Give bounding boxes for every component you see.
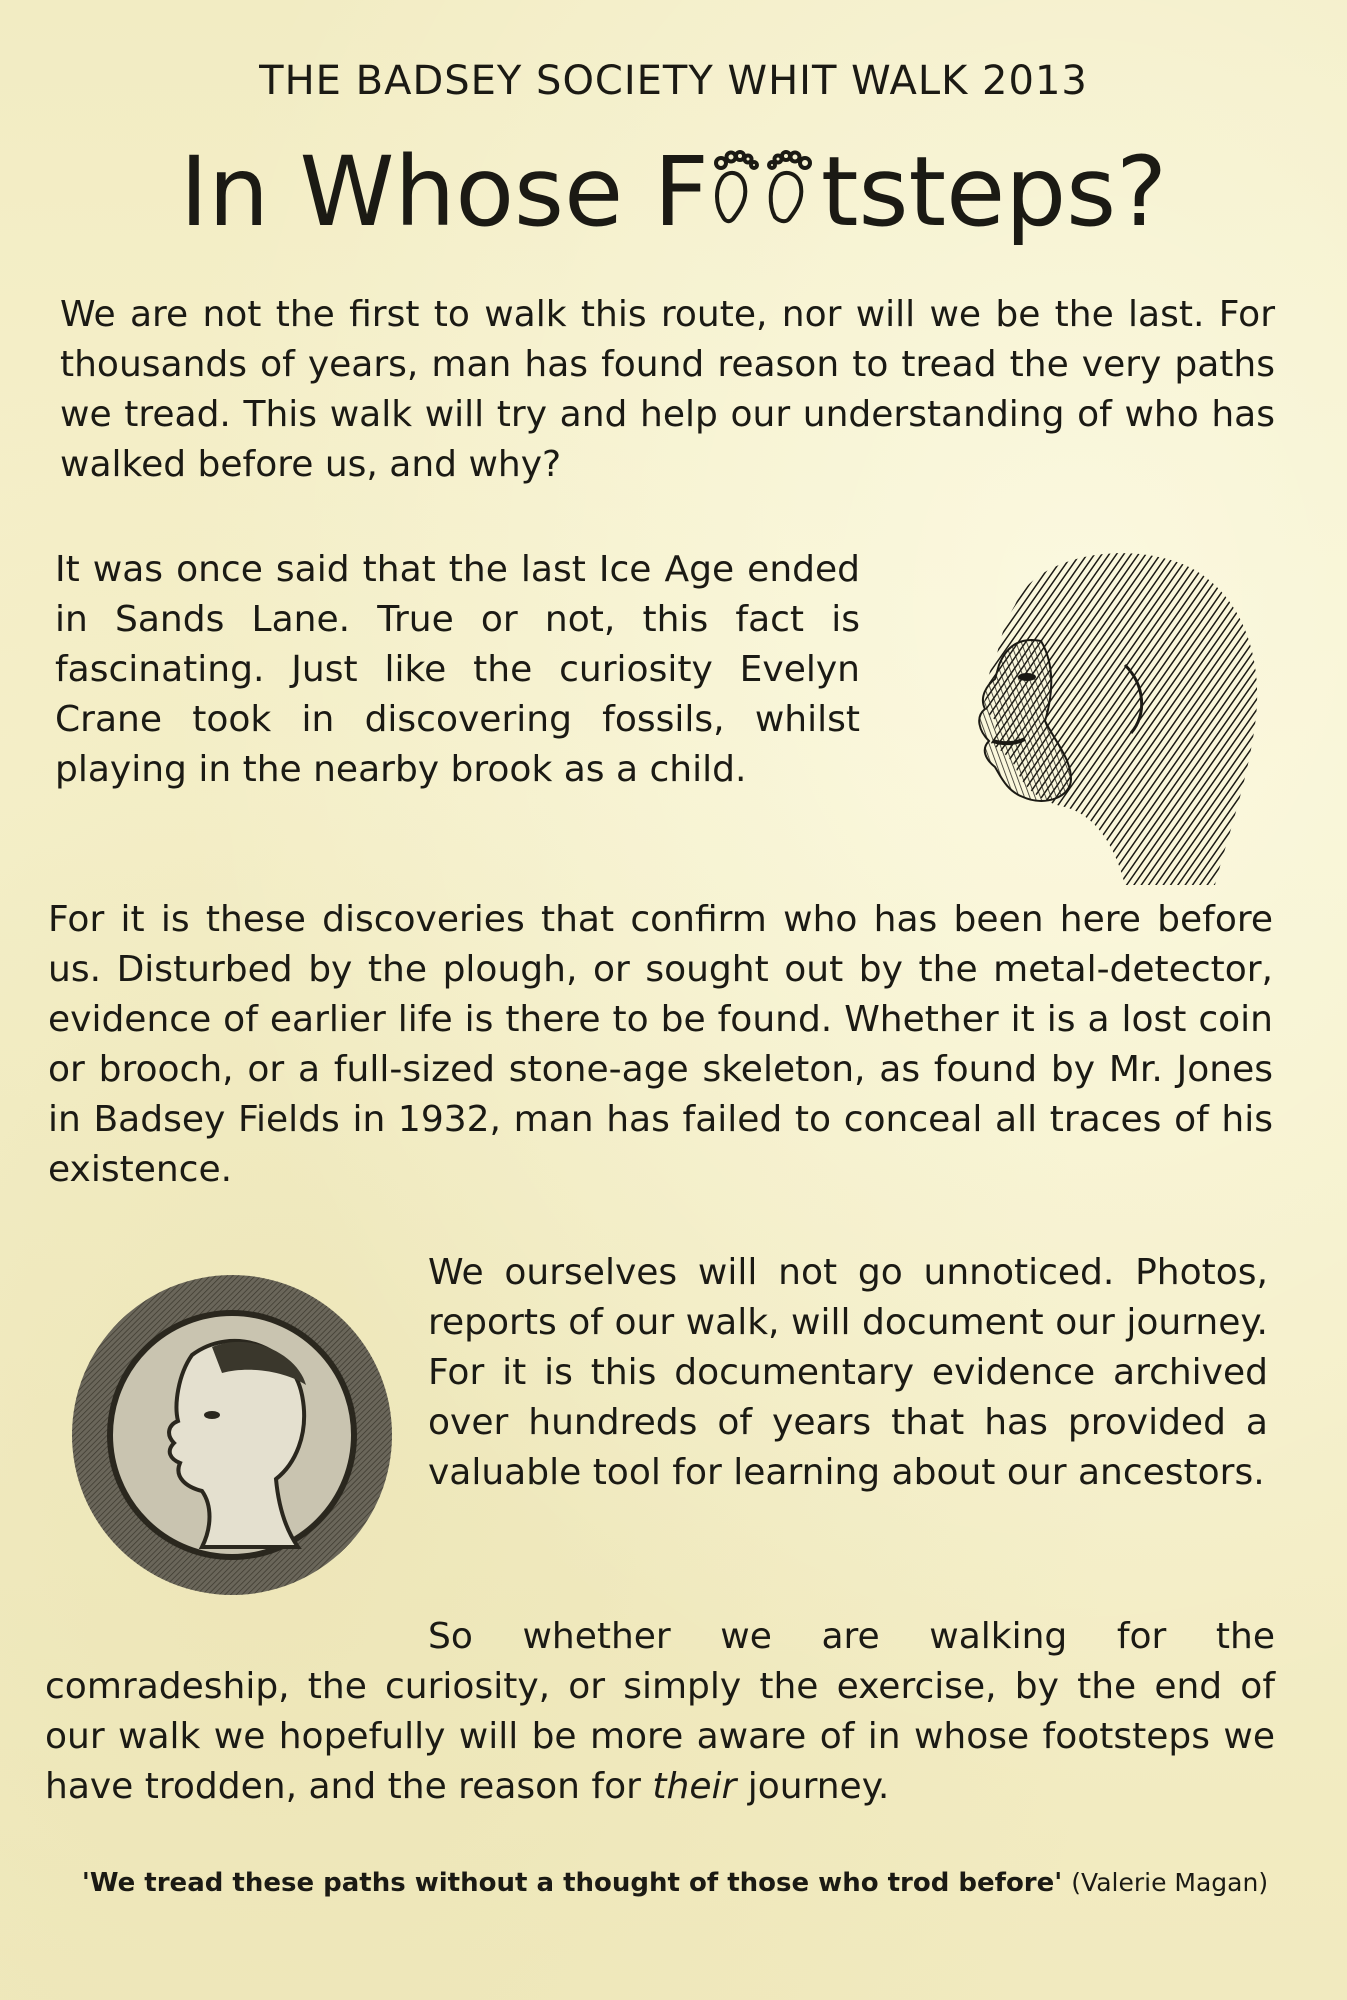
title-text-start: In Whose F xyxy=(179,136,709,248)
intro-paragraph: We are not the first to walk this route, nor will we be the last. For thousands of years, man has found reason to tread the very paths we tread. This walk will try and help our understanding of who has walked before us, and why? xyxy=(60,294,1275,485)
closing-paragraph xyxy=(45,1612,1275,1812)
closing-text-end: journey. xyxy=(736,1766,890,1807)
roman-coin-illustration xyxy=(62,1265,402,1605)
ice-age-paragraph: It was once said that the last Ice Age ended in Sands Lane. True or not, this fact is fascinating. Just like the curiosity Evelyn Crane took in discovering fossils, whilst playing in the nearby brook as a child. xyxy=(55,549,860,790)
closing-quote xyxy=(15,1868,1335,1898)
event-heading: THE BADSEY SOCIETY WHIT WALK 2013 xyxy=(259,58,1088,104)
discoveries-paragraph: For it is these discoveries that confirm who has been here before us. Disturbed by the plough, or sought out by the metal-detector, evidence of earlier life is there to be found. Whether it is a lost coin or brooch, or a full-sized stone-age skeleton, as found by Mr. Jones in Badsey Fields in 1932, man has failed to conceal all traces of his existence. xyxy=(48,899,1273,1190)
closing-emphasis: their xyxy=(652,1766,737,1807)
footprints-icon xyxy=(709,147,821,231)
closing-text-start: So whether we are walking for the comradeship, the curiosity, or simply the exercise, by the end of our walk we hopefully will be more aware of in whose footsteps we have trodden, and the reason for xyxy=(45,1616,1275,1807)
caveman-portrait-illustration xyxy=(895,545,1275,885)
quote-attribution: (Valerie Magan) xyxy=(1071,1868,1269,1897)
unnoticed-paragraph: We ourselves will not go unnoticed. Photos, reports of our walk, will document our journey. For it is this documentary evidence archived over hundreds of years that has provided a valuable tool for learning about our ancestors. xyxy=(428,1252,1268,1493)
page-title xyxy=(0,136,1347,248)
quote-text: 'We tread these paths without a thought of those who trod before' xyxy=(81,1868,1063,1898)
title-text-end: tsteps? xyxy=(820,136,1168,248)
